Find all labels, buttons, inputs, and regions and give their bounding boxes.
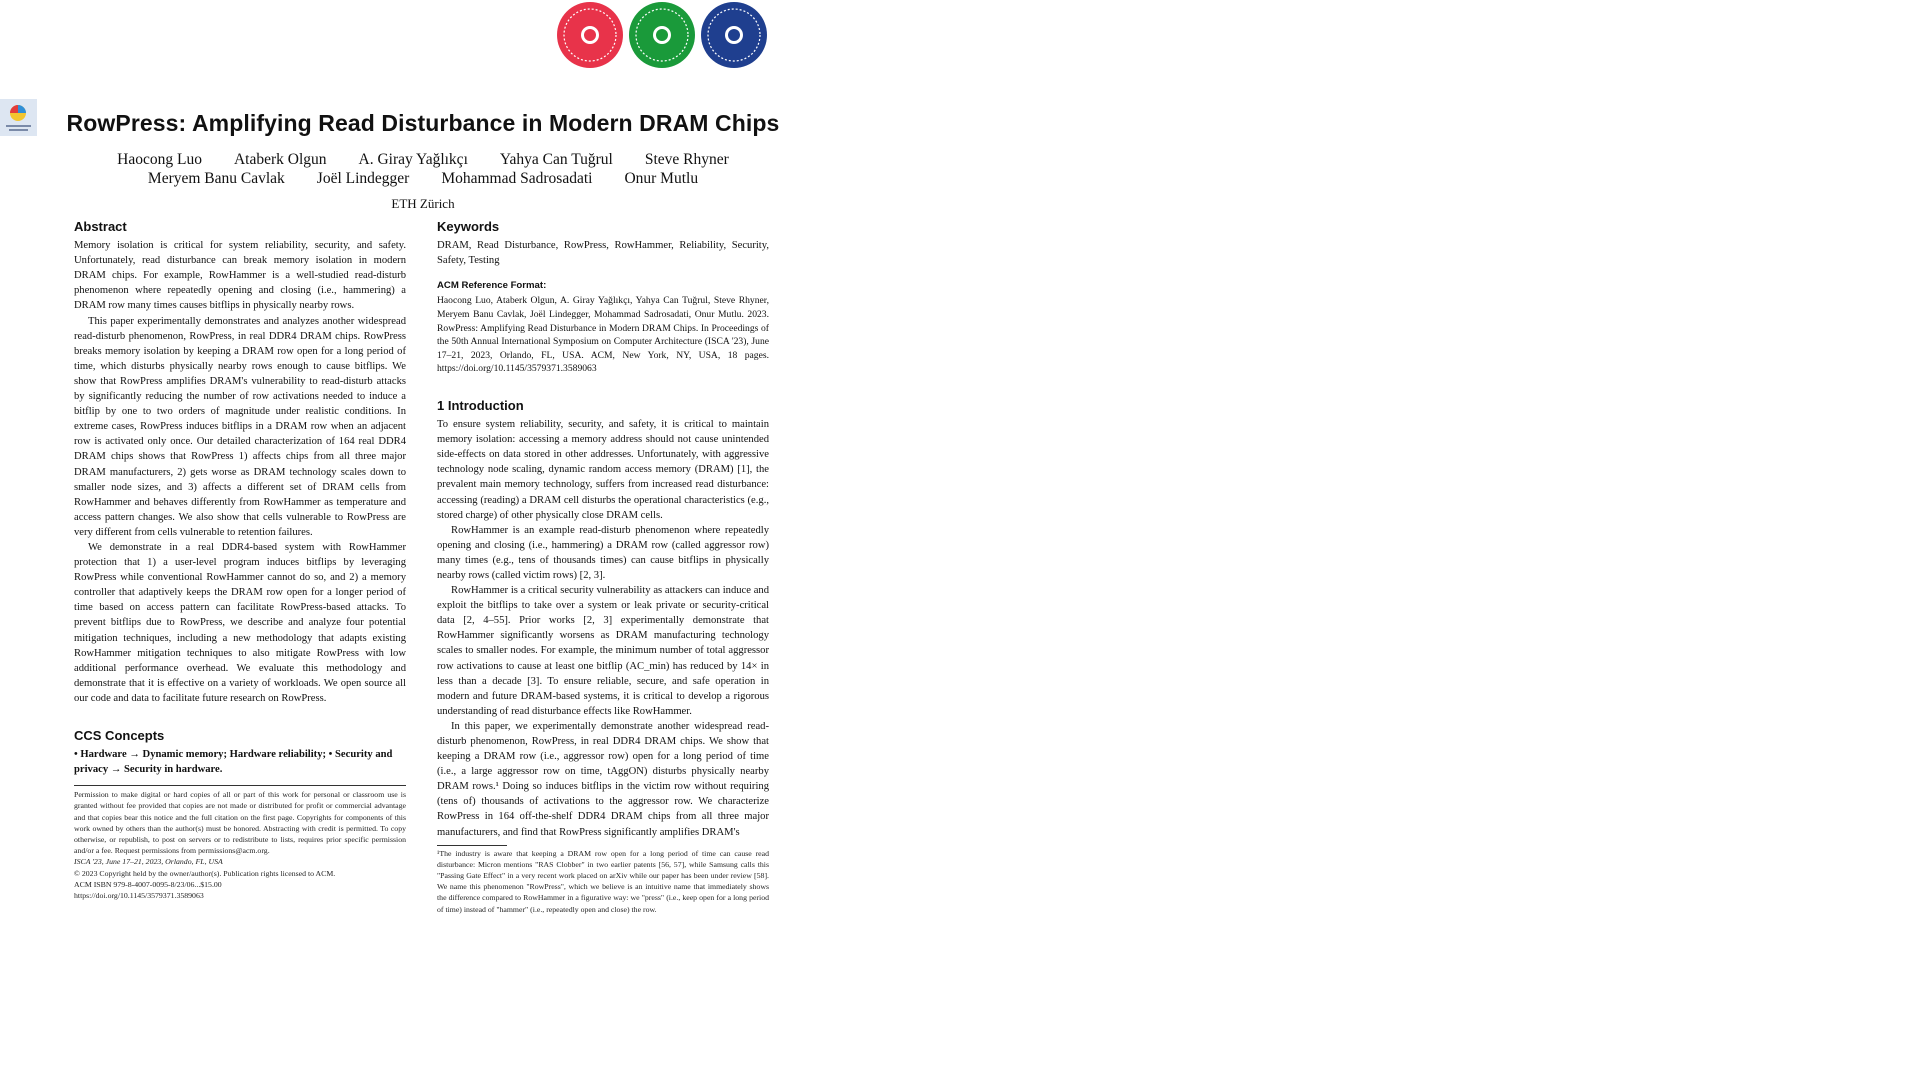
permission-block [74,785,406,901]
intro-paragraph: In this paper, we experimentally demonstrate another widespread read-disturb phenomenon, RowPress, in real DDR4 DRAM chips. We show that keeping a DRAM row (i.e., aggressor row) open for a long period of time (i.e., a large aggressor row on time, tAggON) disturbs physically nearby DRAM rows.¹ Doing so induces bitflips in the victim row without requiring (tens of) thousands of activations to the aggressor row. We characterize RowPress in 164 off-the-shelf DDR4 DRAM chips from all three major manufacturers, and find that RowPress significantly amplifies DRAM's [437,720,769,838]
copyright: © 2023 Copyright held by the owner/author(s). Publication rights licensed to ACM. [74,868,336,878]
venue: ISCA '23, June 17–21, 2023, Orlando, FL, USA [74,857,223,867]
author: Onur Mutlu [624,170,699,187]
author: Joël Lindegger [316,170,410,187]
right-column [437,219,769,915]
abstract-paragraph: Memory isolation is critical for system reliability, security, and safety. Unfortunately, read disturbance can break memory isolation in modern DRAM chips. For example, RowHammer is a well-studied read-disturb phenomenon where repeatedly opening and closing (i.e., hammering) a DRAM row many times causes bitflips in physically nearby rows. [74,240,406,312]
reference-format-text: Haocong Luo, Ataberk Olgun, A. Giray Yağlıkçı, Yahya Can Tuğrul, Steve Rhyner, Meryem Banu Cavlak, Joël Lindegger, Mohammad Sadrosadati, Onur Mutlu. 2023. RowPress: Amplifying Read Disturbance in Modern DRAM Chips. In Proceedings of the 50th Annual International Symposium on Computer Architecture (ISCA '23), June 17–21, 2023, Orlando, FL, USA. ACM, New York, NY, USA, 18 pages. https://doi.org/10.1145/3579371.3589063 [437,295,769,375]
footnote-text: ¹The industry is aware that keeping a DRAM row open for a long period of time can cause read disturbance: Micron mentions "RAS Clobber" in two earlier patents [56, 57], while Samsung calls this "Passing Gate Effect" in a very recent work placed on arXiv while our paper has been under review [58]. We name this phenomenon "RowPress", which we believe is an intuitive name that immediately shows the difference compared to RowHammer in a figurative way: we "press" (i.e., keep open for a long period of time) instead of "hammer" (i.e., repeatedly open and close) the row. [437,848,769,914]
permission-text: Permission to make digital or hard copies of all or part of this work for personal or classroom use is granted without fee provided that copies are not made or distributed for profit or commercial advantage and that copies bear this notice and the full citation on the first page. Copyrights for components of this work owned by others than the author(s) must be honored. Abstracting with credit is permitted. To copy otherwise, or republish, to post on servers or to redistribute to lists, requires prior specific permission and/or a fee. Request permissions from permissions@acm.org. [74,790,406,856]
reference-format-heading: ACM Reference Format: [437,280,547,292]
author: Yahya Can Tuğrul [499,151,613,168]
introduction-heading: 1 Introduction [437,397,524,413]
artifacts-evaluated-badge-icon [628,1,696,69]
abstract-paragraph: This paper experimentally demonstrates and analyzes another widespread read-disturb phenomenon, RowPress, in real DDR4 DRAM chips. RowPress breaks memory isolation by keeping a DRAM row open for a long period of time, which disturbs physically nearby rows enough to cause bitflips. We show that RowPress amplifies DRAM's vulnerability to read-disturb attacks by significantly reducing the number of row activations needed to induce a bitflip by one to two orders of magnitude under realistic conditions. In extreme cases, RowPress induces bitflips in a DRAM row when an adjacent row is activated only once. Our detailed characterization of 164 real DDR4 DRAM chips shows that RowPress 1) affects chips from all three major DRAM manufacturers, 2) gets worse as DRAM technology scales down to smaller node sizes, and 3) affects a different set of DRAM cells from RowHammer and behaves differently from RowHammer as temperature and access pattern changes. We also show that cells vulnerable to RowPress are very different from cells vulnerable to retention failures. [74,315,406,538]
intro-paragraph: RowHammer is a critical security vulnerability as attackers can induce and exploit the bitflips to take over a system or leak private or security-critical data [2, 4–55]. Prior works [2, 3] experimentally demonstrate that RowHammer significantly worsens as DRAM manufacturing technology scales to smaller nodes. For example, the minimum number of total aggressor row activations to cause at least one bitflip (AC_min) has reduced by 14× in less than a decade [3]. To ensure reliable, secure, and safe operation in modern and future DRAM-based systems, it is critical to develop a rigorous understanding of read disturbance effects like RowHammer. [437,585,769,717]
abstract-heading: Abstract [74,219,127,234]
intro-paragraph: To ensure system reliability, security, and safety, it is critical to maintain memory isolation: accessing a memory address should not cause unintended side-effects on data stored in other addresses. Unfortunately, with aggressive technology node scaling, dynamic random access memory (DRAM) [1], the prevalent main memory technology, suffers from increased read disturbance: accessing (reading) a DRAM cell disturbs the operational characteristics (e.g., stored charge) of other physically close DRAM cells. [437,419,769,521]
ccs-concepts: • Hardware → Dynamic memory; Hardware reliability; • Security and privacy → Security in hardware. [74,749,393,776]
keywords-text: DRAM, Read Disturbance, RowPress, RowHammer, Reliability, Security, Safety, Testing [437,240,769,267]
author: Ataberk Olgun [233,151,327,168]
abstract-paragraph: We demonstrate in a real DDR4-based system with RowHammer protection that 1) a user-level program induces bitflips by leveraging RowPress while conventional RowHammer cannot do so, and 2) a memory controller that adaptively keeps the DRAM row open for a longer period of time based on access pattern can facilitate RowPress-based attacks. To prevent bitflips due to RowPress, we describe and analyze four potential mitigation techniques, including a new methodology that adapts existing RowHammer mitigation techniques to also mitigate RowPress with low additional performance overhead. We evaluate this methodology and demonstrate that it is effective on a variety of workloads. We open source all our code and data to facilitate future research on RowPress. [74,541,406,704]
acm-badges [556,0,770,72]
results-reproduced-badge-icon [700,1,768,69]
author: Haocong Luo [117,151,202,168]
ccs-heading: CCS Concepts [74,728,165,743]
author-row-1 [0,150,846,169]
author: Meryem Banu Cavlak [147,170,285,187]
artifacts-available-badge-icon [556,1,624,69]
intro-paragraph: RowHammer is an example read-disturb phenomenon where repeatedly opening and closing (i.e., hammering) a DRAM row (called aggressor row) many times (e.g., tens of thousands times) can cause bitflips in physically nearby rows (called victim rows) [2, 3]. [437,524,769,581]
isbn: ACM ISBN 979-8-4007-0095-8/23/06...$15.00 [74,879,222,889]
doi-link[interactable]: https://doi.org/10.1145/3579371.3589063 [74,890,204,900]
author-list [0,150,846,188]
keywords-heading: Keywords [437,219,500,234]
author: Steve Rhyner [644,151,729,168]
author: A. Giray Yağlıkçı [358,151,468,168]
left-column [74,219,406,901]
author-row-2 [0,169,846,188]
footnote-rule [437,845,507,846]
paper-title: RowPress: Amplifying Read Disturbance in Modern DRAM Chips [66,110,780,136]
affiliation: ETH Zürich [391,196,455,211]
author: Mohammad Sadrosadati [441,170,593,187]
